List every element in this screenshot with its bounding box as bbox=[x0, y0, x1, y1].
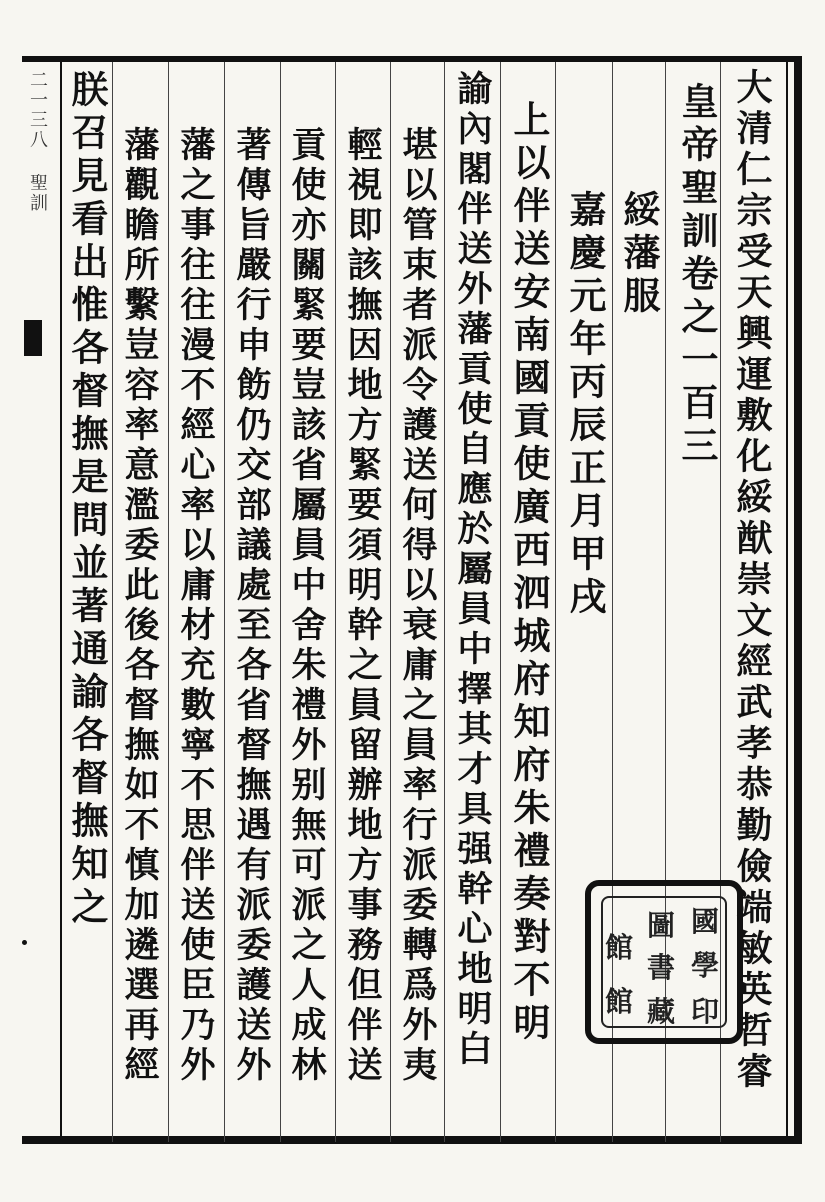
library-seal-stamp bbox=[585, 880, 743, 1044]
seal-char: 藏 bbox=[647, 995, 676, 1028]
date-column: 嘉慶元年丙辰正月甲戌 bbox=[563, 190, 607, 620]
bottom-border-rule bbox=[22, 1136, 800, 1144]
seal-char: 圖 bbox=[647, 909, 676, 942]
seal-char: 學 bbox=[691, 949, 720, 982]
left-border-rule bbox=[60, 62, 62, 1136]
text-column: 朕召見看出惟各督撫是問並著通諭各督撫知之 bbox=[65, 70, 109, 930]
seal-char: 印 bbox=[691, 995, 720, 1028]
section-heading: 綏藩服 bbox=[617, 190, 661, 319]
text-column: 著傳旨嚴行申飭仍交部議處至各省督撫遇有派委護送外 bbox=[231, 126, 272, 1086]
title-column: 大清仁宗受天興運敷化綏猷崇文經武孝恭勤儉端敏英哲睿 bbox=[731, 68, 773, 1093]
seal-char: 館 bbox=[605, 931, 634, 964]
fish-tail-mark bbox=[24, 320, 42, 356]
text-column: 上以伴送安南國貢使廣西泗城府知府朱禮奏對不明 bbox=[507, 100, 551, 1046]
text-column: 貢使亦關緊要豈該省屬員中舍朱禮外别無可派之人成林 bbox=[286, 126, 327, 1086]
right-border-rule bbox=[794, 56, 802, 1144]
column-divider bbox=[224, 62, 225, 1142]
text-column: 輕視即該撫因地方緊要須明幹之員留辦地方事務但伴送 bbox=[342, 126, 383, 1086]
text-column: 藩觀瞻所繫豈容率意濫委此後各督撫如不慎加遴選再經 bbox=[119, 126, 160, 1086]
column-divider bbox=[112, 62, 113, 1142]
inner-right-rule bbox=[786, 62, 788, 1136]
column-divider bbox=[280, 62, 281, 1142]
punctuation-dot bbox=[22, 940, 27, 945]
seal-char: 書 bbox=[647, 951, 676, 984]
text-column: 諭內閣伴送外藩貢使自應於屬員中擇其才具强幹心地明白 bbox=[452, 70, 493, 1070]
column-divider bbox=[444, 62, 445, 1142]
column-divider bbox=[500, 62, 501, 1142]
column-divider bbox=[390, 62, 391, 1142]
text-column: 藩之事往往漫不經心率以庸材充數寧不思伴送使臣乃外 bbox=[175, 126, 216, 1086]
seal-char: 館 bbox=[605, 985, 634, 1018]
column-divider bbox=[168, 62, 169, 1142]
text-column: 堪以管束者派令護送何得以衰庸之員率行派委轉爲外夷 bbox=[397, 126, 438, 1086]
column-divider bbox=[555, 62, 556, 1142]
volume-title-column: 皇帝聖訓卷之一百三 bbox=[675, 82, 719, 469]
column-divider bbox=[335, 62, 336, 1142]
seal-char: 國 bbox=[691, 905, 720, 938]
page-margin-note: 二一三八 聖訓 bbox=[27, 70, 48, 213]
top-border-rule bbox=[22, 56, 800, 62]
